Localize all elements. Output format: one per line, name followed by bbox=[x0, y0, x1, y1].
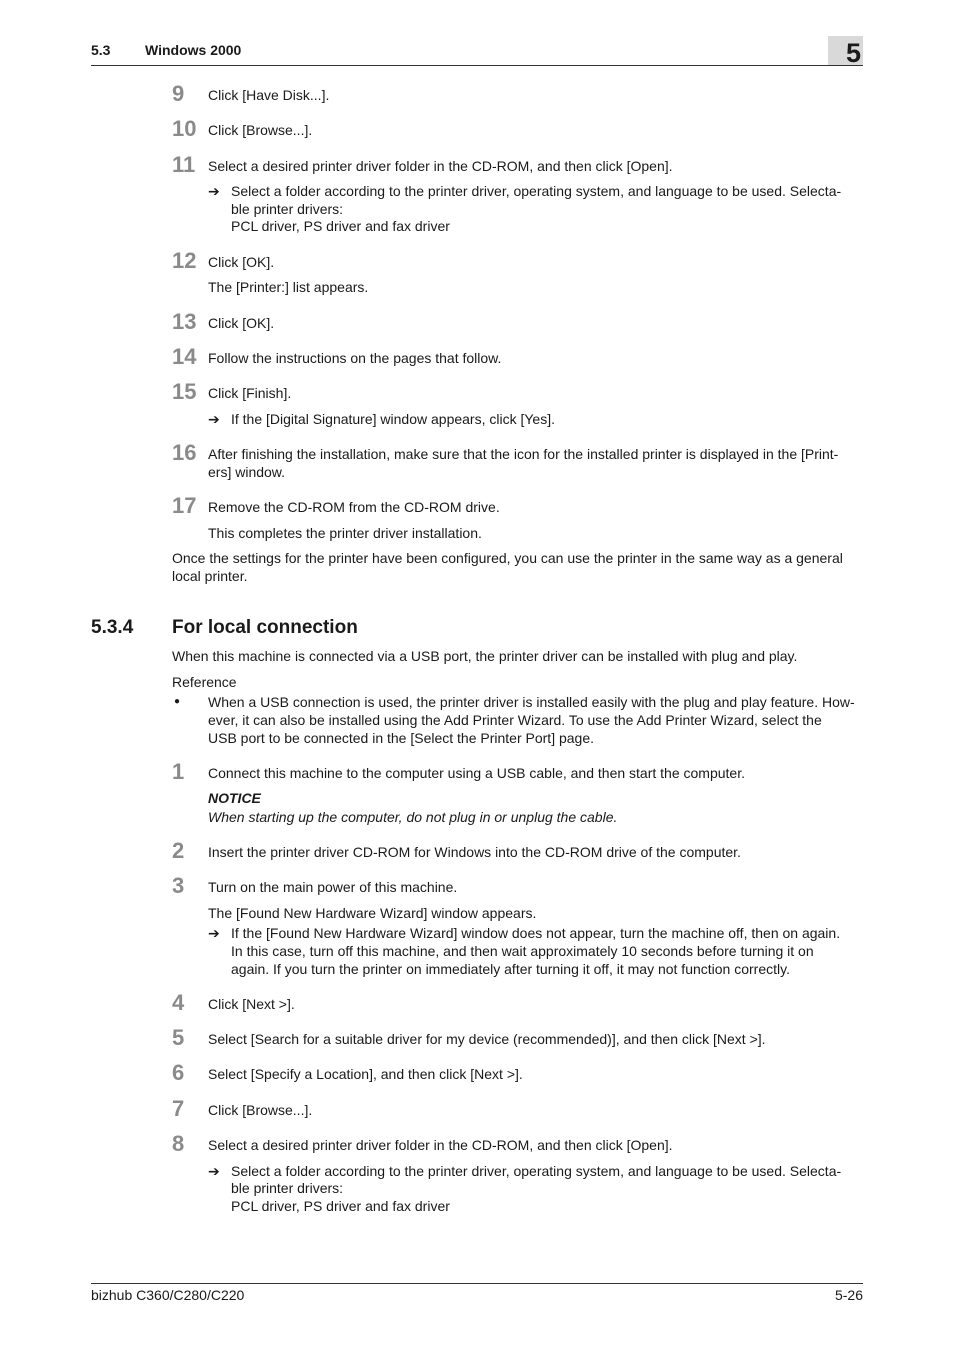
footer-product-name: bizhub C360/C280/C220 bbox=[91, 1287, 245, 1303]
step-number: 7 bbox=[172, 1096, 185, 1121]
step-result: This completes the printer driver installation. bbox=[208, 525, 482, 541]
step-subnote: If the [Digital Signature] window appears, click [Yes]. bbox=[231, 411, 555, 427]
step-text: Click [Finish]. bbox=[208, 385, 292, 401]
step-number: 10 bbox=[172, 116, 197, 141]
step-text: Click [OK]. bbox=[208, 315, 275, 331]
step-number: 4 bbox=[172, 990, 185, 1015]
step-text: Turn on the main power of this machine. bbox=[208, 879, 458, 895]
step-subnote: PCL driver, PS driver and fax driver bbox=[231, 1198, 450, 1214]
step-text: Click [OK]. bbox=[208, 254, 275, 270]
step-number: 1 bbox=[172, 759, 185, 784]
step-subnote: again. If you turn the printer on immediately after turning it off, it may not function correctly. bbox=[231, 961, 790, 977]
step-text: Select a desired printer driver folder in the CD-ROM, and then click [Open]. bbox=[208, 1137, 673, 1153]
step-result: The [Printer:] list appears. bbox=[208, 279, 369, 295]
step-subnote: PCL driver, PS driver and fax driver bbox=[231, 218, 450, 234]
step-subnote: If the [Found New Hardware Wizard] window does not appear, turn the machine off, then on again. bbox=[231, 925, 841, 941]
reference-bullet-text: When a USB connection is used, the printer driver is installed easily with the plug and play feature. How- bbox=[208, 694, 855, 710]
step-number: 11 bbox=[172, 152, 196, 177]
step-text: Select a desired printer driver folder in the CD-ROM, and then click [Open]. bbox=[208, 158, 673, 174]
step-number: 8 bbox=[172, 1131, 185, 1156]
body-paragraph: local printer. bbox=[172, 568, 248, 584]
section-title: For local connection bbox=[172, 617, 358, 638]
step-text: Click [Have Disk...]. bbox=[208, 87, 330, 103]
bullet-icon: ● bbox=[174, 696, 181, 707]
step-text: Select [Specify a Location], and then click [Next >]. bbox=[208, 1066, 523, 1082]
step-text: Click [Browse...]. bbox=[208, 122, 313, 138]
step-text: Follow the instructions on the pages that follow. bbox=[208, 350, 502, 366]
header-section-title: Windows 2000 bbox=[145, 42, 242, 58]
step-number: 15 bbox=[172, 379, 197, 404]
step-subnote: Select a folder according to the printer driver, operating system, and language to be used. Selecta- bbox=[231, 183, 842, 199]
arrow-icon: ➔ bbox=[208, 1163, 220, 1179]
step-number: 6 bbox=[172, 1060, 185, 1085]
arrow-icon: ➔ bbox=[208, 925, 220, 941]
step-text: ers] window. bbox=[208, 464, 286, 480]
header-rule bbox=[91, 65, 863, 66]
step-text: Remove the CD-ROM from the CD-ROM drive. bbox=[208, 499, 500, 515]
step-number: 16 bbox=[172, 440, 197, 465]
step-number: 17 bbox=[172, 493, 197, 518]
step-text: Click [Next >]. bbox=[208, 996, 295, 1012]
step-text: Select [Search for a suitable driver for my device (recommended)], and then click [Next >]. bbox=[208, 1031, 766, 1047]
body-paragraph: Once the settings for the printer have been configured, you can use the printer in the same way as a general bbox=[172, 550, 843, 566]
step-text: Connect this machine to the computer using a USB cable, and then start the computer. bbox=[208, 765, 745, 781]
step-text: After finishing the installation, make sure that the icon for the installed printer is displayed in the [Print- bbox=[208, 446, 839, 462]
step-subnote: In this case, turn off this machine, and then wait approximately 10 seconds before turning it on bbox=[231, 943, 814, 959]
step-number: 2 bbox=[172, 838, 185, 863]
section-number: 5.3.4 bbox=[91, 617, 134, 638]
step-subnote: ble printer drivers: bbox=[231, 1180, 344, 1196]
step-text: Insert the printer driver CD-ROM for Windows into the CD-ROM drive of the computer. bbox=[208, 844, 741, 860]
step-subnote: ble printer drivers: bbox=[231, 201, 344, 217]
step-number: 3 bbox=[172, 873, 185, 898]
step-text: Click [Browse...]. bbox=[208, 1102, 313, 1118]
step-number: 12 bbox=[172, 248, 197, 273]
step-number: 14 bbox=[172, 344, 197, 369]
footer-page-number: 5-26 bbox=[834, 1287, 863, 1303]
step-result: The [Found New Hardware Wizard] window appears. bbox=[208, 905, 537, 921]
step-subnote: Select a folder according to the printer driver, operating system, and language to be used. Selecta- bbox=[231, 1163, 842, 1179]
arrow-icon: ➔ bbox=[208, 183, 220, 199]
step-number: 13 bbox=[172, 309, 197, 334]
reference-label: Reference bbox=[172, 674, 237, 690]
reference-bullet-text: ever, it can also be installed using the Add Printer Wizard. To use the Add Printer Wizard, select the bbox=[208, 712, 822, 728]
step-number: 5 bbox=[172, 1025, 185, 1050]
header-section-number: 5.3 bbox=[91, 42, 111, 58]
section-intro: When this machine is connected via a USB port, the printer driver can be installed with plug and play. bbox=[172, 648, 798, 664]
notice-text: When starting up the computer, do not plug in or unplug the cable. bbox=[208, 809, 618, 825]
reference-bullet-text: USB port to be connected in the [Select the Printer Port] page. bbox=[208, 730, 595, 746]
step-number: 9 bbox=[172, 81, 185, 106]
footer-rule bbox=[91, 1283, 863, 1284]
notice-heading: NOTICE bbox=[208, 790, 261, 806]
arrow-icon: ➔ bbox=[208, 411, 220, 427]
chapter-number-badge: 5 bbox=[828, 36, 863, 66]
